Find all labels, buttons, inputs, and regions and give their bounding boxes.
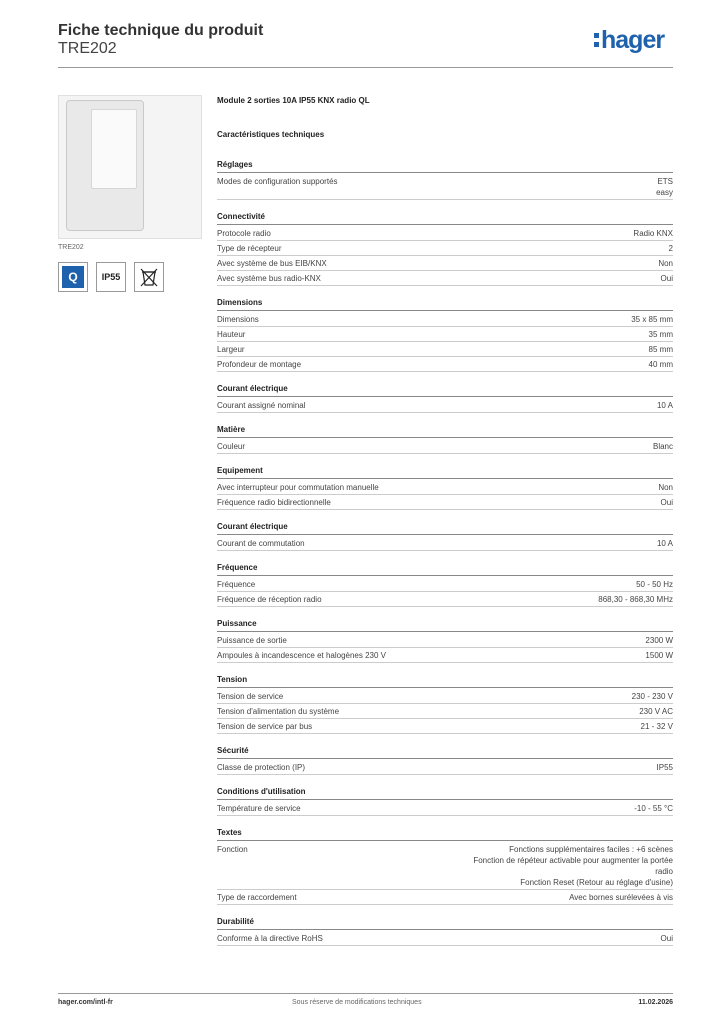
spec-section <box>217 298 673 372</box>
section-title: Connectivité <box>217 212 673 225</box>
weee-bin-badge <box>134 262 164 292</box>
q-quality-icon: Q <box>62 266 84 288</box>
section-title: Textes <box>217 828 673 841</box>
spec-value-line: 230 V AC <box>639 707 673 716</box>
spec-row <box>217 174 673 200</box>
spec-label: Avec système bus radio-KNX <box>217 274 321 283</box>
spec-row <box>217 439 673 454</box>
spec-row <box>217 760 673 775</box>
spec-value <box>633 228 673 239</box>
logo-mark-icon <box>594 28 599 51</box>
spec-row <box>217 495 673 510</box>
spec-value <box>649 329 673 340</box>
spec-value <box>645 635 673 646</box>
spec-label: Protocole radio <box>217 229 271 238</box>
spec-label: Largeur <box>217 345 245 354</box>
spec-value <box>631 314 673 325</box>
spec-section <box>217 425 673 454</box>
spec-label: Température de service <box>217 804 301 813</box>
spec-label: Avec interrupteur pour commutation manuelle <box>217 483 379 492</box>
spec-row <box>217 648 673 663</box>
spec-value-line: 21 - 32 V <box>640 722 673 731</box>
spec-value-line: 10 A <box>656 539 673 548</box>
spec-label: Dimensions <box>217 315 259 324</box>
spec-value <box>658 482 673 493</box>
spec-row <box>217 256 673 271</box>
spec-section <box>217 384 673 413</box>
spec-value-line: Avec bornes surélevées à vis <box>569 893 673 902</box>
device-housing <box>66 100 144 231</box>
spec-label: Courant de commutation <box>217 539 305 548</box>
spec-label: Tension de service <box>217 692 284 701</box>
weee-bin-icon <box>138 266 160 288</box>
section-title: Equipement <box>217 466 673 479</box>
spec-value-line: 85 mm <box>648 345 673 354</box>
spec-value <box>598 594 673 605</box>
device-button <box>91 109 137 189</box>
spec-value-line: ETS <box>657 177 673 186</box>
spec-section <box>217 522 673 551</box>
spec-value-line: 2300 W <box>645 636 673 645</box>
spec-label: Puissance de sortie <box>217 636 287 645</box>
section-title: Courant électrique <box>217 384 673 397</box>
spec-row <box>217 704 673 719</box>
spec-section <box>217 675 673 734</box>
spec-label: Profondeur de montage <box>217 360 302 369</box>
spec-value-line: IP55 <box>656 763 673 772</box>
spec-value <box>658 258 673 269</box>
spec-row <box>217 592 673 607</box>
spec-label: Modes de configuration supportés <box>217 177 338 186</box>
spec-value <box>656 176 673 198</box>
spec-row <box>217 577 673 592</box>
product-reference: TRE202 <box>58 40 117 57</box>
spec-row <box>217 226 673 241</box>
spec-value-line: 868,30 - 868,30 MHz <box>598 595 673 604</box>
spec-label: Fréquence radio bidirectionnelle <box>217 498 331 507</box>
spec-label: Tension de service par bus <box>217 722 313 731</box>
spec-value-line: radio <box>655 867 673 876</box>
spec-value <box>657 762 673 773</box>
spec-value-line: 10 A <box>656 401 673 410</box>
spec-label: Conforme à la directive RoHS <box>217 934 323 943</box>
spec-row <box>217 689 673 704</box>
page-title: Fiche technique du produit <box>58 22 264 39</box>
spec-row <box>217 719 673 734</box>
footer-disclaimer: Sous réserve de modifications techniques <box>292 999 422 1006</box>
spec-value <box>636 579 673 590</box>
spec-value-line: Radio KNX <box>633 229 673 238</box>
spec-label: Type de récepteur <box>217 244 282 253</box>
spec-label: Couleur <box>217 442 246 451</box>
spec-value <box>657 538 673 549</box>
spec-value-line: 40 mm <box>648 360 673 369</box>
specifications-panel <box>217 96 673 958</box>
spec-value-line: Oui <box>660 934 673 943</box>
spec-value-line: Fonction de répéteur activable pour augmenter la portée <box>473 856 673 865</box>
product-name: Module 2 sorties 10A IP55 KNX radio QL <box>217 96 370 105</box>
spec-value-line: Blanc <box>652 442 673 451</box>
spec-section <box>217 619 673 663</box>
spec-row <box>217 357 673 372</box>
certification-badges <box>58 262 164 292</box>
spec-value-line: 2 <box>668 244 673 253</box>
footer-date: 11.02.2026 <box>638 999 673 1006</box>
section-title: Conditions d'utilisation <box>217 787 673 800</box>
product-image-caption: TRE202 <box>58 244 84 251</box>
spec-value-line: Fonction Reset (Retour au réglage d'usine) <box>520 878 673 887</box>
spec-label: Ampoules à incandescence et halogènes 230 V <box>217 651 387 660</box>
section-title: Réglages <box>217 160 673 173</box>
section-title: Puissance <box>217 619 673 632</box>
section-title: Matière <box>217 425 673 438</box>
spec-value <box>473 844 673 888</box>
spec-value <box>669 243 673 254</box>
spec-value <box>653 441 673 452</box>
spec-value <box>661 933 673 944</box>
spec-sections <box>217 160 673 946</box>
spec-value-line: Oui <box>660 498 673 507</box>
spec-value <box>661 273 673 284</box>
spec-value <box>649 344 673 355</box>
spec-row <box>217 931 673 946</box>
spec-value <box>639 706 673 717</box>
spec-row <box>217 536 673 551</box>
spec-row <box>217 312 673 327</box>
spec-section <box>217 160 673 200</box>
spec-section <box>217 917 673 946</box>
spec-value-line: 35 x 85 mm <box>631 315 673 324</box>
spec-section <box>217 563 673 607</box>
spec-label: Hauteur <box>217 330 246 339</box>
footer-website: hager.com/intl-fr <box>58 999 113 1006</box>
spec-value <box>649 359 673 370</box>
section-title: Tension <box>217 675 673 688</box>
product-image <box>58 95 202 239</box>
spec-section <box>217 746 673 775</box>
spec-value-line: Fonctions supplémentaires faciles : +6 scènes <box>509 845 673 854</box>
spec-row <box>217 480 673 495</box>
section-title: Dimensions <box>217 298 673 311</box>
spec-value-line: 50 - 50 Hz <box>636 580 673 589</box>
spec-value <box>645 650 673 661</box>
spec-row <box>217 241 673 256</box>
spec-value-line: 1500 W <box>645 651 673 660</box>
spec-value-line: Non <box>658 259 673 268</box>
spec-value <box>632 691 673 702</box>
spec-row <box>217 633 673 648</box>
header-divider <box>58 67 673 68</box>
spec-row <box>217 842 673 890</box>
spec-label: Fréquence <box>217 580 256 589</box>
spec-value-line: Non <box>658 483 673 492</box>
spec-value <box>634 803 673 814</box>
spec-value <box>641 721 673 732</box>
section-title: Durabilité <box>217 917 673 930</box>
spec-row <box>217 271 673 286</box>
spec-label: Avec système de bus EIB/KNX <box>217 259 327 268</box>
hager-logo <box>594 28 664 53</box>
spec-value-line: Oui <box>660 274 673 283</box>
spec-label: Courant assigné nominal <box>217 401 306 410</box>
ip55-badge: IP55 <box>96 262 126 292</box>
spec-section <box>217 212 673 286</box>
spec-section <box>217 828 673 905</box>
spec-value-line: easy <box>656 188 673 197</box>
spec-section <box>217 787 673 816</box>
spec-row <box>217 801 673 816</box>
specs-heading: Caractéristiques techniques <box>217 130 325 139</box>
spec-value-line: 230 - 230 V <box>631 692 673 701</box>
section-title: Courant électrique <box>217 522 673 535</box>
spec-value <box>569 892 673 903</box>
section-title: Sécurité <box>217 746 673 759</box>
spec-row <box>217 890 673 905</box>
spec-label: Fréquence de réception radio <box>217 595 322 604</box>
spec-value-line: -10 - 55 °C <box>634 804 673 813</box>
q-quality-badge <box>58 262 88 292</box>
spec-row <box>217 398 673 413</box>
section-title: Fréquence <box>217 563 673 576</box>
spec-value-line: 35 mm <box>648 330 673 339</box>
spec-row <box>217 327 673 342</box>
spec-label: Classe de protection (IP) <box>217 763 306 772</box>
spec-label: Fonction <box>217 845 248 854</box>
spec-label: Type de raccordement <box>217 893 297 902</box>
logo-text: hager <box>601 26 665 54</box>
spec-value <box>657 400 673 411</box>
spec-section <box>217 466 673 510</box>
spec-value <box>661 497 673 508</box>
footer-divider <box>58 993 673 994</box>
spec-row <box>217 342 673 357</box>
spec-label: Tension d'alimentation du système <box>217 707 340 716</box>
